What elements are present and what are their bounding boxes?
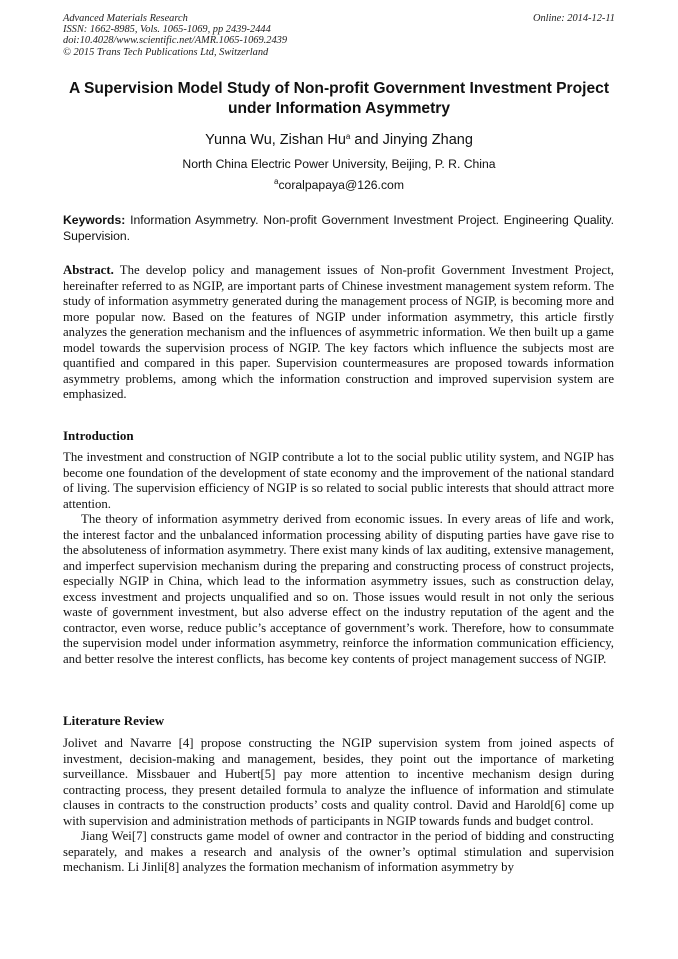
email-affiliation-mark: a (274, 177, 279, 186)
paper-title: A Supervision Model Study of Non-profit Government Investment Project under Information Asymmetry (68, 80, 610, 117)
email-address: coralpapaya@126.com (278, 178, 404, 192)
author-list (0, 131, 678, 149)
doi-line: doi:10.4028/www.scientific.net/AMR.1065-1069.2439 (63, 35, 288, 47)
issn-line: ISSN: 1662-8985, Vols. 1065-1069, pp 2439-2444 (63, 24, 271, 36)
literature-review-body (63, 736, 614, 876)
introduction-paragraph-2: The theory of information asymmetry derived from economic issues. In every areas of life and work, the interest factor and the unbalanced information processing ability of disputing parties have gave rise to the absoluteness of information asymmetry. There exist many kinds of lax auditing, extensive management, and imperfect supervision mechanism during the preparing and constructing process of construct projects, especially NGIP in China, which lead to the information asymmetry issues, such as construction delay, excess investment and projects unqualified and so on. Those issues would result in not only the serious waste of government investment, but also adverse effect on the industry reputation of the agent and the contractor, even worse, reduce public’s acceptance of government’s work. Therefore, how to consummate the supervision model under information asymmetry, reinforce the information communication efficiency, and better resolve the interest conflicts, has become key contents of project management success of NGIP. (63, 512, 614, 666)
abstract-label: Abstract. (63, 263, 114, 277)
keywords (63, 212, 614, 244)
journal-header (63, 13, 615, 58)
keywords-label: Keywords: (63, 213, 126, 227)
literature-paragraph-2: Jiang Wei[7] constructs game model of owner and contractor in the period of bidding and constructing separately, and makes a research and analysis of the owner’s optimal stimulation and supervision mechanism. Li Jinli[8] analyzes the formation mechanism of information asymmetry by (63, 829, 614, 874)
affiliation: North China Electric Power University, Beijing, P. R. China (182, 157, 496, 171)
author-names-part1: Yunna Wu, Zishan Hu (205, 132, 346, 148)
literature-review-heading: Literature Review (63, 713, 165, 728)
abstract (63, 263, 614, 403)
online-date: Online: 2014-12-11 (532, 13, 615, 24)
email-line (0, 177, 678, 193)
keywords-text: Information Asymmetry. Non-profit Government Investment Project. Engineering Quality. Supervision. (63, 213, 614, 243)
introduction-heading: Introduction (63, 428, 134, 443)
introduction-paragraph-1: The investment and construction of NGIP contribute a lot to the social public utility system, and NGIP has become one foundation of the development of state economy and the improvement of the national standard of living. The supervision efficiency of NGIP is so related to social public interests that should attract more attention. (63, 450, 614, 511)
author-affiliation-mark: a (345, 132, 351, 141)
abstract-text: The develop policy and management issues of Non-profit Government Investment Project, hereinafter referred to as NGIP, are important parts of Chinese investment management system reform. The study of information asymmetry generated during the management process of NGIP, is becoming more and more popular now. Based on the features of NGIP under information asymmetry, this article firstly analyzes the generation mechanism and the influences of asymmetric information. We then built up a game model towards the supervision process of NGIP. The key factors which influence the subjects most are quantified and compared in this paper. Supervision countermeasures are proposed towards information asymmetry problems, among which the information construction and improved supervision system are emphasized. (63, 263, 614, 401)
author-names-part2: and Jinying Zhang (350, 132, 473, 148)
literature-paragraph-1: Jolivet and Navarre [4] propose constructing the NGIP supervision system from joined aspects of investment, decision-making and management, besides, they point out the importance of marketing surveillance. Missbauer and Hubert[5] pay more attention to incentive mechanism design during contracting process, they present detailed formula to analyze the influence of information and stimulate clauses in contracts to the construction products’ costs and quality control. David and Harold[6] come up with supervision and administration methods of participants in NGIP towards funds and budget control. (63, 736, 614, 828)
copyright-line: © 2015 Trans Tech Publications Ltd, Switzerland (63, 46, 269, 58)
journal-name: Advanced Materials Research (63, 13, 188, 24)
introduction-body (63, 450, 614, 667)
